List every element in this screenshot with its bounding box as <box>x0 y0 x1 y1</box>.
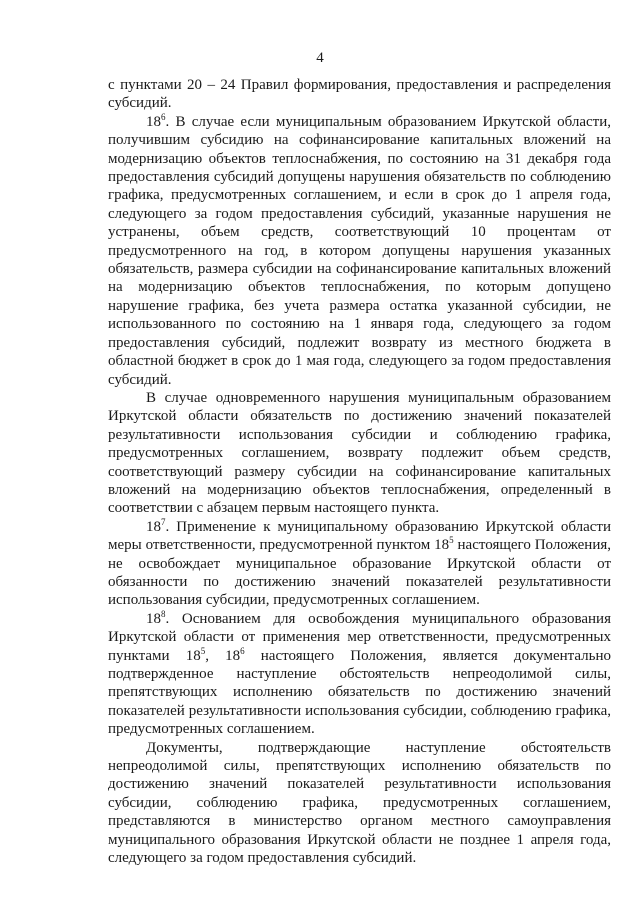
paragraph-p2 <box>108 389 611 518</box>
superscript: 5 <box>200 645 206 656</box>
paragraph-text: . Применение к муниципальному образованию Иркутской области меры ответственности, предусмотренной пунктом 18 <box>108 518 611 554</box>
paragraph-text: В случае одновременного нарушения муниципальным образованием Иркутской области обязательств по достижению значений показателей результативности использования субсидии и соблюдению графика, предусмотренных соглашением, возврату подлежит объем средств, соответствующий размеру субсидии на софинансирование капитальных вложений на модернизацию объектов теплоснабжения, определенный в соответствии с абзацем первым настоящего пункта. <box>108 389 611 517</box>
page-number: 4 <box>316 50 324 66</box>
paragraph-text: Документы, подтверждающие наступление обстоятельств непреодолимой силы, препятствующих исполнению обязательств по достижению значений показателей результативности использования субсидии, соблюдению графика, предусмотренных соглашением, представляются в министерство органом местного самоуправления муниципального образования Иркутской области не позднее 1 апреля года, следующего за годом предоставления субсидий. <box>108 739 611 867</box>
paragraph-text: настоящего Положения, не освобождает муниципальное образование Иркутской области от обязанности по достижению значений показателей результативности использования субсидии, предусмотренных соглашением. <box>108 537 611 609</box>
superscript: 5 <box>449 535 454 546</box>
superscript: 6 <box>240 645 245 656</box>
paragraph-text: 18 <box>146 113 161 130</box>
paragraph-text: , 18 <box>205 647 241 664</box>
paragraph-text: с пунктами 20 – 24 Правил формирования, предоставления и распределения субсидий. <box>108 77 611 112</box>
paragraph-text: . Основанием для освобождения муниципального образования Иркутской области от применения мер ответственности, предусмотренных пунктами 18 <box>108 610 611 664</box>
paragraph-text: 18 <box>146 610 161 627</box>
superscript: 8 <box>161 608 166 619</box>
superscript: 6 <box>161 111 166 122</box>
paragraph-p5 <box>108 739 611 868</box>
paragraph-p0 <box>108 76 611 113</box>
document-body <box>108 76 611 867</box>
superscript: 7 <box>161 516 166 527</box>
paragraph-p4 <box>108 610 611 739</box>
paragraph-p3 <box>108 518 611 610</box>
paragraph-text: настоящего Положения, является документально подтвержденное наступление обстоятельств непреодолимой силы, препятствующих исполнению обязательств по достижению значений показателей результативности использования субсидии, соблюдению графика, предусмотренных соглашением. <box>108 647 612 738</box>
paragraph-text: 18 <box>146 518 161 535</box>
paragraph-text: . В случае если муниципальным образованием Иркутской области, получившим субсидию на софинансирование капитальных вложений на модернизацию объектов теплоснабжения, по состоянию на 31 декабря года предоставления субсидий допущены нарушения обязательств по соблюдению графика, предусмотренных соглашением, и если в срок до 1 апреля года, следующего за годом предоставления субсидий, указанные нарушения не устранены, объем средств, соответствующий 10 процентам от предусмотренного на год, в котором допущены нарушения указанных обязательств, размера субсидии на софинансирование капитальных вложений на модернизацию объектов теплоснабжения, по которым допущено нарушение графика, без учета размера остатка указанной субсидии, не использованного по состоянию на 1 января года, следующего за годом предоставления субсидий, подлежит возврату из местного бюджета в областной бюджет в срок до 1 мая года, следующего за годом предоставления субсидий. <box>108 113 611 388</box>
paragraph-p1 <box>108 113 611 389</box>
